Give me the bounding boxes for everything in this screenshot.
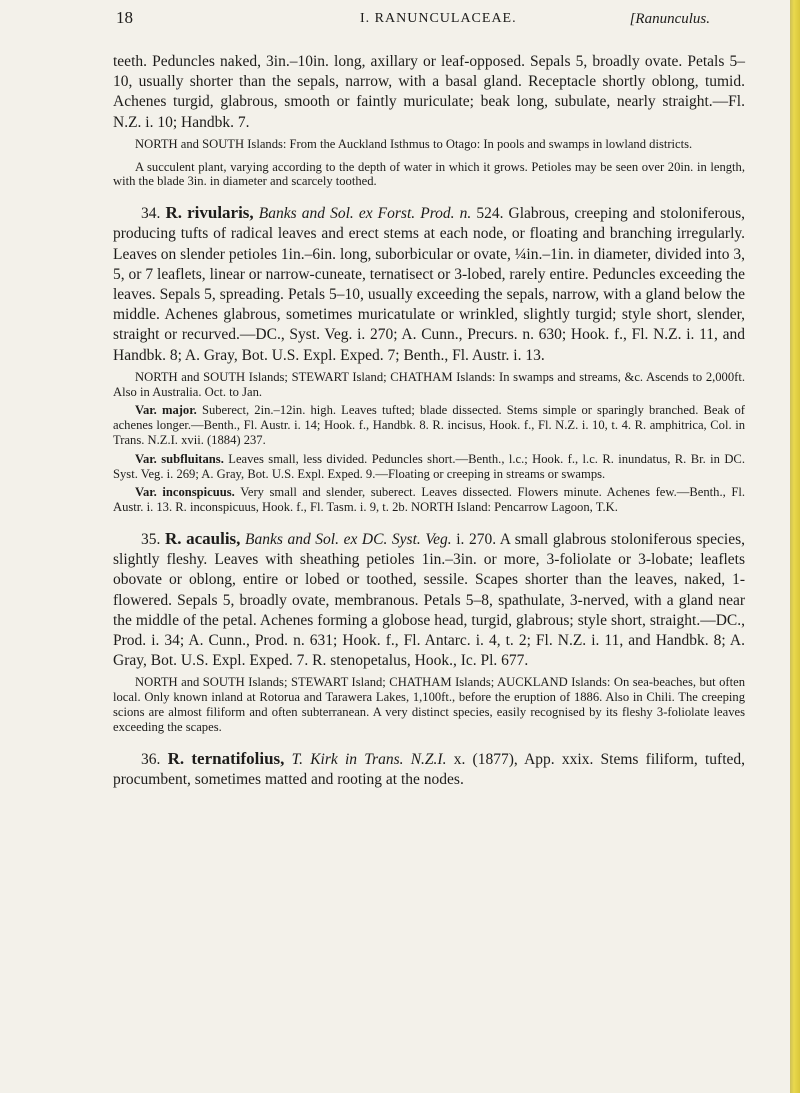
species-36-authority: T. Kirk in Trans. N.Z.I. (291, 750, 447, 768)
species-34-var-subfluitans (113, 452, 745, 482)
var-subfluitans-name: Var. subfluitans. (135, 451, 224, 466)
species-34-var-inconspicuus (113, 485, 745, 515)
species-34-distribution: NORTH and SOUTH Islands; STEWART Island; CHATHAM Islands: In swamps and streams, &c. Ascends to 2,000ft. Also in Australia. Oct. to Jan. (113, 369, 745, 399)
species-36-name: ternatifolius, (191, 748, 285, 768)
var-subfluitans-text: Leaves small, less divided. Peduncles short.—Benth., l.c.; Hook. f., l.c. R. inundatus, R. Br. in DC. Syst. Veg. i. 269; A. Gray, Bot. U.S. Expl. Exped. 9.—Floating or creeping in streams or swamps. (113, 451, 745, 481)
running-header (50, 8, 750, 34)
species-34-authority: Banks and Sol. ex Forst. Prod. n. (258, 205, 472, 223)
page-edge (790, 0, 800, 1093)
species-36-description (113, 749, 745, 790)
species-35-authority: Banks and Sol. ex DC. Syst. Veg. (245, 531, 452, 548)
species-34-text: 524. Glabrous, creeping and stoloniferous, producing tufts of radical leaves and erect stems at each node, or floating and branching irregularly. Leaves on slender petioles 1in.–6in. long, suborbicular or ovate, ¼in.–1in. in diameter, divided into 3, 5, or 7 leaflets, linear or narrow-cuneate, ternatisect or 3-lobed, rarely entire. Peduncles exceeding the leaves. Sepals 5, spreading. Petals 5–10, usually exceeding the sepals, narrow, with a gland below the middle. Achenes glabrous, sometimes muricatulate or wrinkled, slightly turgid; style short, slender, straight or recurved.—DC., Syst. Veg. i. 270; A. Cunn., Precurs. n. 630; Hook. f., Fl. N.Z. i. 11, and Handbk. 8; A. Gray, Bot. U.S. Expl. Exped. 7; Benth., Fl. Austr. i. 13. (113, 205, 746, 364)
species-35-distribution: NORTH and SOUTH Islands; STEWART Island; CHATHAM Islands; AUCKLAND Islands: On sea-beaches, but often local. Only known inland at Rotorua and Tarawera Lakes, 1,100ft., before the eruption of 1886. Also in Chili. The creeping scions are almost filiform and often subterranean. A very distinct species, easily recognised by its fleshy 3-foliolate leaves exceeding the scapes. (113, 675, 745, 734)
species-34-var-major (113, 403, 745, 447)
species-34-description (113, 203, 745, 366)
running-title: I. RANUNCULACEAE. (360, 11, 517, 26)
species-35-text: i. 270. A small glabrous stoloniferous species, slightly fleshy. Leaves with sheathing petioles 1in.–3in. or more, 3-foliolate or 3-lobate; leaflets obovate or oblong, entire or lobed or toothed, sessile. Scapes shorter than the leaves, naked, 1-flowered. Sepals 5, broadly ovate, membranous. Petals 5–8, spathulate, 3-nerved, with a gland near the middle of the petal. Achenes forming a globose head, turgid, glabrous; style short, straight.—DC., Prod. i. 34; A. Cunn., Prod. n. 631; Hook. f., Fl. Antarc. i. 4, t. 2; Fl. N.Z. i. 11, and Handbk. 8; A. Gray, Bot. U.S. Expl. Exped. 7. R. stenopetalus, Hook., Ic. Pl. 677. (113, 531, 746, 670)
species-34-genus: R. (165, 203, 182, 223)
species-36-text: x. (1877), App. xxix. Stems filiform, tufted, procumbent, sometimes matted and rooting at the nodes. (113, 750, 746, 788)
species-35-number: 35. (141, 531, 161, 548)
page-number: 18 (116, 8, 133, 27)
intro-distribution: NORTH and SOUTH Islands: From the Auckland Isthmus to Otago: In pools and swamps in lowland districts. (135, 136, 693, 151)
species-35-genus: R. (164, 529, 182, 548)
genus-heading: [Ranunculus. (629, 11, 710, 27)
var-inconspicuus-name: Var. inconspicuus. (135, 485, 235, 500)
page-body (113, 52, 745, 790)
species-34-number: 34. (141, 205, 161, 223)
species-35-name: acaulis, (186, 529, 241, 548)
intro-paragraph: teeth. Peduncles naked, 3in.–10in. long, axillary or leaf-opposed. Sepals 5, broadly ovate. Petals 5–10, usually shorter than the sepals, narrow, with a basal gland. Receptacle shortly oblong, tumid. Achenes turgid, glabrous, smooth or faintly muriculate; beak long, subulate, nearly straight.—Fl. N.Z. i. 10; Handbk. 7. (113, 53, 745, 131)
var-inconspicuus-text: Very small and slender, suberect. Leaves dissected. Flowers minute. Achenes few.—Benth., Fl. Austr. i. 13. R. inconspicuus, Hook. f., Fl. Tasm. i. 9, t. 2b. NORTH Island: Pencarrow Lagoon, T.K. (113, 485, 745, 515)
var-major-name: Var. major. (135, 403, 197, 418)
species-34-name: rivularis, (187, 203, 254, 223)
species-35-description (113, 529, 745, 671)
var-major-text: Suberect, 2in.–12in. high. Leaves tufted; blade dissected. Stems simple or sparingly branched. Beak of achenes longer.—Benth., Fl. Austr. i. 14; Hook. f., Handbk. 8. R. incisus, Hook. f., Fl. N.Z. i. 10, t. 4. R. amphitrica, Col. in Trans. N.Z.I. xvii. (1884) 237. (113, 403, 745, 448)
species-36-number: 36. (141, 750, 161, 768)
intro-note: A succulent plant, varying according to the depth of water in which it grows. Petioles may be seen over 20in. in length, with the blade 3in. in diameter and scarcely toothed. (113, 159, 745, 189)
species-36-genus: R. (167, 748, 185, 768)
